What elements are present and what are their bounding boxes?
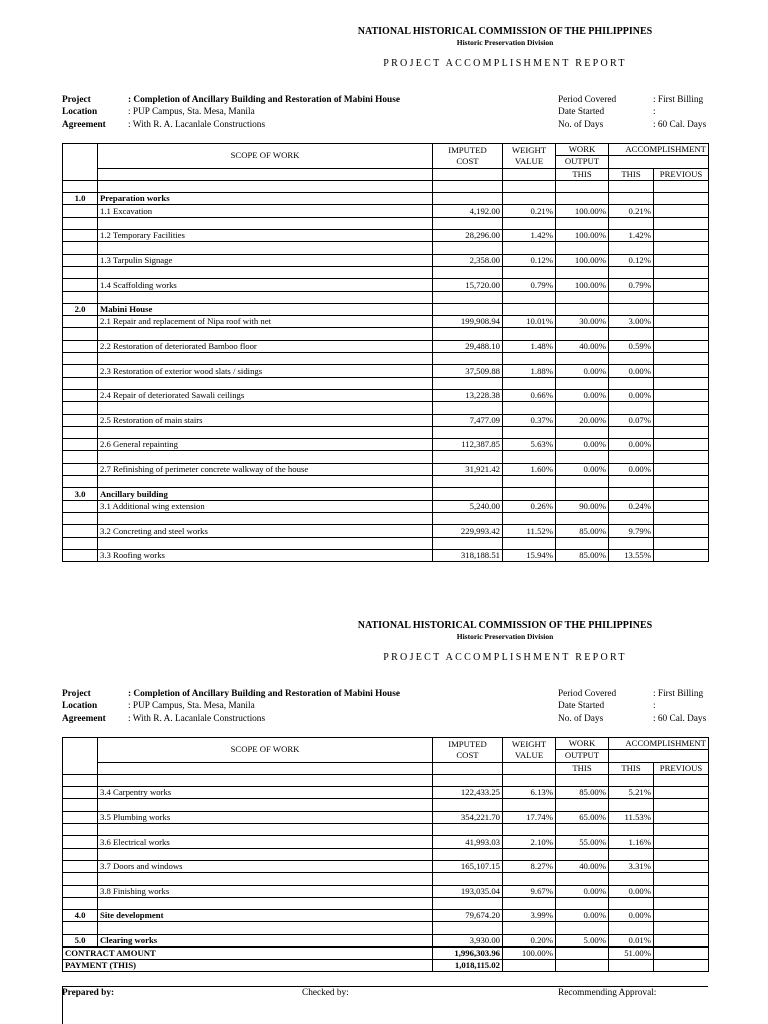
table-row — [63, 254, 709, 266]
table-row — [63, 549, 709, 561]
imputed-cost: 112,387.85 — [433, 439, 503, 451]
accomplishment-this: 13.55% — [609, 549, 654, 561]
location-label: Location — [62, 701, 98, 712]
weight-value: 10.01% — [503, 316, 556, 328]
work-output: 100.00% — [556, 205, 609, 217]
work-output: 0.00% — [556, 389, 609, 401]
location-value: : PUP Campus, Sta. Mesa, Manila — [128, 701, 255, 712]
spacer-row — [63, 537, 709, 549]
imputed-cost: 29,488.10 — [433, 340, 503, 352]
work-output: 0.00% — [556, 885, 609, 897]
prepared-by-label: Prepared by: — [62, 988, 115, 998]
spacer-row — [63, 922, 709, 934]
weight-value: 3.99% — [503, 910, 556, 922]
accomplishment-previous — [654, 910, 709, 922]
spacer-row — [63, 353, 709, 365]
accomplishment-previous — [654, 787, 709, 799]
spacer-row — [63, 824, 709, 836]
scope-item: 1.2 Temporary Facilities — [98, 230, 433, 242]
work-output: 100.00% — [556, 230, 609, 242]
accomplishment-previous — [654, 463, 709, 475]
weight-value: 0.26% — [503, 500, 556, 512]
date-started-label: Date Started — [558, 701, 605, 712]
period-value: : First Billing — [653, 689, 704, 699]
scope-item: 1.1 Excavation — [98, 205, 433, 217]
imputed-cost-header: IMPUTED COST — [433, 738, 503, 763]
days-label: No. of Days — [558, 119, 604, 130]
weight-value-header: WEIGHT VALUE — [503, 144, 556, 169]
table-row — [63, 193, 709, 205]
accomplishment-previous — [654, 254, 709, 266]
project-value: : Completion of Ancillary Building and Restoration of Mabini House — [128, 95, 400, 105]
accomplishment-this: 0.01% — [609, 934, 654, 947]
accomplishment-table-2 — [62, 737, 709, 972]
weight-value: 1.88% — [503, 365, 556, 377]
accomplishment-header: ACCOMPLISHMENT — [609, 738, 709, 750]
weight-value: 0.21% — [503, 205, 556, 217]
accomplishment-previous — [654, 836, 709, 848]
accomplishment-previous — [654, 230, 709, 242]
scope-item: 2.7 Refinishing of perimeter concrete walkway of the house — [98, 463, 433, 475]
table-row — [63, 836, 709, 848]
agreement-value: : With R. A. Lacanlale Constructions — [128, 119, 266, 130]
scope-item: 3.4 Carpentry works — [98, 787, 433, 799]
imputed-cost: 193,035.04 — [433, 885, 503, 897]
imputed-cost: 31,921.42 — [433, 463, 503, 475]
section-number: 2.0 — [63, 303, 98, 315]
table-row — [63, 959, 709, 971]
accomplishment-this: 1.16% — [609, 836, 654, 848]
org-name: NATIONAL HISTORICAL COMMISSION OF THE PHILIPPINES — [357, 26, 653, 37]
scope-item: 3.7 Doors and windows — [98, 860, 433, 872]
work-output: 90.00% — [556, 500, 609, 512]
spacer-row — [63, 266, 709, 278]
contract-amount-value: 1,996,303.96 — [433, 947, 503, 960]
section-number: 4.0 — [63, 910, 98, 922]
accomplishment-this: 0.59% — [609, 340, 654, 352]
imputed-cost: 41,993.03 — [433, 836, 503, 848]
accomplishment-this: 0.00% — [609, 389, 654, 401]
table-row — [63, 860, 709, 872]
accomplishment-this: 0.00% — [609, 365, 654, 377]
accomplishment-this: 0.79% — [609, 279, 654, 291]
weight-value: 5.63% — [503, 439, 556, 451]
imputed-cost: 165,107.15 — [433, 860, 503, 872]
spacer-row — [63, 328, 709, 340]
header-blank-cell — [63, 144, 98, 181]
accomplishment-this: 1.42% — [609, 230, 654, 242]
accomplishment-previous — [654, 934, 709, 947]
period-info-1 — [558, 94, 706, 131]
project-label: Project — [62, 95, 91, 105]
weight-value: 1.48% — [503, 340, 556, 352]
work-output-header-2: OUTPUT — [556, 156, 609, 168]
scope-item: 2.2 Restoration of deteriorated Bamboo floor — [98, 340, 433, 352]
accomp-previous-header: PREVIOUS — [654, 762, 709, 774]
imputed-cost: 15,720.00 — [433, 279, 503, 291]
accomplishment-this: 0.00% — [609, 885, 654, 897]
work-output: 85.00% — [556, 525, 609, 537]
table-row — [63, 488, 709, 500]
accomplishment-previous — [654, 549, 709, 561]
scope-header: SCOPE OF WORK — [98, 144, 433, 169]
weight-value: 2.10% — [503, 836, 556, 848]
report-header-2 — [240, 620, 768, 664]
accomplishment-previous — [654, 414, 709, 426]
imputed-cost: 79,674.20 — [433, 910, 503, 922]
section-title: Preparation works — [98, 193, 433, 205]
location-value: : PUP Campus, Sta. Mesa, Manila — [128, 107, 255, 118]
accomplishment-previous — [654, 205, 709, 217]
weight-value: 0.12% — [503, 254, 556, 266]
weight-value: 0.66% — [503, 389, 556, 401]
work-output: 65.00% — [556, 811, 609, 823]
accomplishment-this: 0.00% — [609, 463, 654, 475]
scope-item: 3.2 Concreting and steel works — [98, 525, 433, 537]
accomplishment-previous — [654, 860, 709, 872]
scope-item: 3.3 Roofing works — [98, 549, 433, 561]
table-row — [63, 934, 709, 947]
days-value: : 60 Cal. Days — [653, 119, 707, 130]
work-output: 100.00% — [556, 254, 609, 266]
table-row — [63, 365, 709, 377]
table-row — [63, 910, 709, 922]
weight-value-header: WEIGHT VALUE — [503, 738, 556, 763]
weight-value: 1.42% — [503, 230, 556, 242]
project-info-1 — [62, 94, 400, 131]
table-row — [63, 525, 709, 537]
work-output: 55.00% — [556, 836, 609, 848]
accomplishment-this: 0.12% — [609, 254, 654, 266]
division-name: Historic Preservation Division — [456, 38, 554, 47]
work-output: 30.00% — [556, 316, 609, 328]
project-value: : Completion of Ancillary Building and Restoration of Mabini House — [128, 689, 400, 699]
weight-value: 1.60% — [503, 463, 556, 475]
payment-label: PAYMENT (THIS) — [63, 959, 433, 971]
imputed-cost: 354,221.70 — [433, 811, 503, 823]
table-row — [63, 439, 709, 451]
accomplishment-this: 5.21% — [609, 787, 654, 799]
project-label: Project — [62, 689, 91, 699]
table-row — [63, 885, 709, 897]
weight-value: 6.13% — [503, 787, 556, 799]
work-output: 100.00% — [556, 279, 609, 291]
table-row — [63, 340, 709, 352]
org-name: NATIONAL HISTORICAL COMMISSION OF THE PHILIPPINES — [357, 620, 653, 631]
accomplishment-this: 0.24% — [609, 500, 654, 512]
scope-item: 1.3 Tarpulin Signage — [98, 254, 433, 266]
spacer-row — [63, 180, 709, 192]
scope-item: 3.6 Electrical works — [98, 836, 433, 848]
section-number: 3.0 — [63, 488, 98, 500]
work-output-header-2: OUTPUT — [556, 750, 609, 762]
accomplishment-previous — [654, 439, 709, 451]
spacer-row — [63, 402, 709, 414]
spacer-row — [63, 476, 709, 488]
spacer-row — [63, 774, 709, 786]
days-label: No. of Days — [558, 713, 604, 724]
weight-value: 9.67% — [503, 885, 556, 897]
scope-item: 3.5 Plumbing works — [98, 811, 433, 823]
agreement-value: : With R. A. Lacanlale Constructions — [128, 713, 266, 724]
spacer-row — [63, 897, 709, 909]
accomplishment-previous — [654, 525, 709, 537]
weight-value: 11.52% — [503, 525, 556, 537]
accomplishment-previous — [654, 885, 709, 897]
table-row — [63, 205, 709, 217]
imputed-cost: 7,477.09 — [433, 414, 503, 426]
division-name: Historic Preservation Division — [456, 632, 554, 641]
imputed-cost: 318,188.51 — [433, 549, 503, 561]
accomplishment-this: 0.00% — [609, 910, 654, 922]
imputed-cost-header: IMPUTED COST — [433, 144, 503, 169]
work-output: 0.00% — [556, 463, 609, 475]
scope-item: 2.5 Restoration of main stairs — [98, 414, 433, 426]
table-row — [63, 230, 709, 242]
accomplishment-this: 0.07% — [609, 414, 654, 426]
spacer-row — [63, 799, 709, 811]
scope-header: SCOPE OF WORK — [98, 738, 433, 763]
imputed-cost: 13,228.38 — [433, 389, 503, 401]
agreement-label: Agreement — [62, 119, 106, 130]
report-header-1 — [240, 26, 768, 70]
spacer-row — [63, 873, 709, 885]
work-output: 40.00% — [556, 340, 609, 352]
recommending-approval-label: Recommending Approval: — [558, 988, 657, 998]
work-output: 85.00% — [556, 787, 609, 799]
table-row — [63, 463, 709, 475]
imputed-cost: 229,993.42 — [433, 525, 503, 537]
work-output: 20.00% — [556, 414, 609, 426]
accomplishment-this: 3.00% — [609, 316, 654, 328]
total-accomplishment: 51.00% — [609, 947, 654, 960]
spacer-row — [63, 451, 709, 463]
spacer-row — [63, 377, 709, 389]
table-row — [63, 414, 709, 426]
project-info-2 — [62, 688, 400, 725]
imputed-cost: 5,240.00 — [433, 500, 503, 512]
location-label: Location — [62, 107, 98, 118]
accomplishment-previous — [654, 811, 709, 823]
accomplishment-this: 11.53% — [609, 811, 654, 823]
scope-item: 2.6 General repainting — [98, 439, 433, 451]
accomplishment-this: 3.31% — [609, 860, 654, 872]
weight-value: 15.94% — [503, 549, 556, 561]
period-value: : First Billing — [653, 95, 704, 105]
table-row — [63, 947, 709, 960]
days-value: : 60 Cal. Days — [653, 713, 707, 724]
scope-item: 2.3 Restoration of exterior wood slats / sidings — [98, 365, 433, 377]
period-info-2 — [558, 688, 706, 725]
section-number: 1.0 — [63, 193, 98, 205]
report-title: PROJECT ACCOMPLISHMENT REPORT — [383, 652, 627, 663]
accomp-this-header: THIS — [609, 168, 654, 180]
accomp-previous-header: PREVIOUS — [654, 168, 709, 180]
section-title: Mabini House — [98, 303, 433, 315]
table-row — [63, 787, 709, 799]
accomp-this-header: THIS — [609, 762, 654, 774]
agreement-label: Agreement — [62, 713, 106, 724]
scope-item: 1.4 Scaffolding works — [98, 279, 433, 291]
date-started-label: Date Started — [558, 107, 605, 118]
table-row — [63, 316, 709, 328]
period-label: Period Covered — [558, 95, 617, 105]
accomplishment-header: ACCOMPLISHMENT — [609, 144, 709, 156]
total-weight: 100.00% — [503, 947, 556, 960]
scope-item: 3.8 Finishing works — [98, 885, 433, 897]
spacer-row — [63, 426, 709, 438]
weight-value: 0.37% — [503, 414, 556, 426]
accomplishment-previous — [654, 389, 709, 401]
imputed-cost: 122,433.25 — [433, 787, 503, 799]
work-output: 5.00% — [556, 934, 609, 947]
scope-item: 2.1 Repair and replacement of Nipa roof with net — [98, 316, 433, 328]
imputed-cost: 4,192.00 — [433, 205, 503, 217]
date-started-value: : — [653, 701, 656, 712]
accomplishment-previous — [654, 316, 709, 328]
imputed-cost: 2,358.00 — [433, 254, 503, 266]
scope-item: 3.1 Additional wing extension — [98, 500, 433, 512]
accomplishment-previous — [654, 279, 709, 291]
header-blank-cell — [63, 738, 98, 775]
signature-divider — [62, 986, 708, 987]
spacer-row — [63, 242, 709, 254]
weight-value: 0.79% — [503, 279, 556, 291]
work-output-header: WORK — [556, 144, 609, 156]
work-output: 0.00% — [556, 439, 609, 451]
imputed-cost: 3,930.00 — [433, 934, 503, 947]
section-title: Site development — [98, 910, 433, 922]
accomplishment-this: 0.21% — [609, 205, 654, 217]
table-row — [63, 500, 709, 512]
section-title: Clearing works — [98, 934, 433, 947]
payment-value: 1,018,115.02 — [433, 959, 503, 971]
work-output-header: WORK — [556, 738, 609, 750]
spacer-row — [63, 512, 709, 524]
work-output: 85.00% — [556, 549, 609, 561]
accomplishment-previous — [654, 365, 709, 377]
table-row — [63, 389, 709, 401]
section-number: 5.0 — [63, 934, 98, 947]
table-row — [63, 279, 709, 291]
accomplishment-previous — [654, 500, 709, 512]
imputed-cost: 28,296.00 — [433, 230, 503, 242]
table-row — [63, 303, 709, 315]
weight-value: 8.27% — [503, 860, 556, 872]
work-output: 0.00% — [556, 910, 609, 922]
checked-by-label: Checked by: — [302, 988, 349, 998]
work-output: 40.00% — [556, 860, 609, 872]
table-row — [63, 811, 709, 823]
imputed-cost: 199,908.94 — [433, 316, 503, 328]
accomplishment-previous — [654, 340, 709, 352]
accomplishment-this: 0.00% — [609, 439, 654, 451]
work-output-this-header: THIS — [556, 168, 609, 180]
date-started-value: : — [653, 107, 656, 118]
period-label: Period Covered — [558, 689, 617, 699]
work-output-this-header: THIS — [556, 762, 609, 774]
accomplishment-table-1 — [62, 143, 709, 562]
scope-item: 2.4 Repair of deteriorated Sawali ceilings — [98, 389, 433, 401]
section-title: Ancillary building — [98, 488, 433, 500]
contract-amount-label: CONTRACT AMOUNT — [63, 947, 433, 960]
spacer-row — [63, 848, 709, 860]
weight-value: 0.20% — [503, 934, 556, 947]
work-output: 0.00% — [556, 365, 609, 377]
spacer-row — [63, 217, 709, 229]
weight-value: 17.74% — [503, 811, 556, 823]
report-title: PROJECT ACCOMPLISHMENT REPORT — [383, 58, 627, 69]
imputed-cost: 37,509.88 — [433, 365, 503, 377]
spacer-row — [63, 291, 709, 303]
accomplishment-this: 9.79% — [609, 525, 654, 537]
